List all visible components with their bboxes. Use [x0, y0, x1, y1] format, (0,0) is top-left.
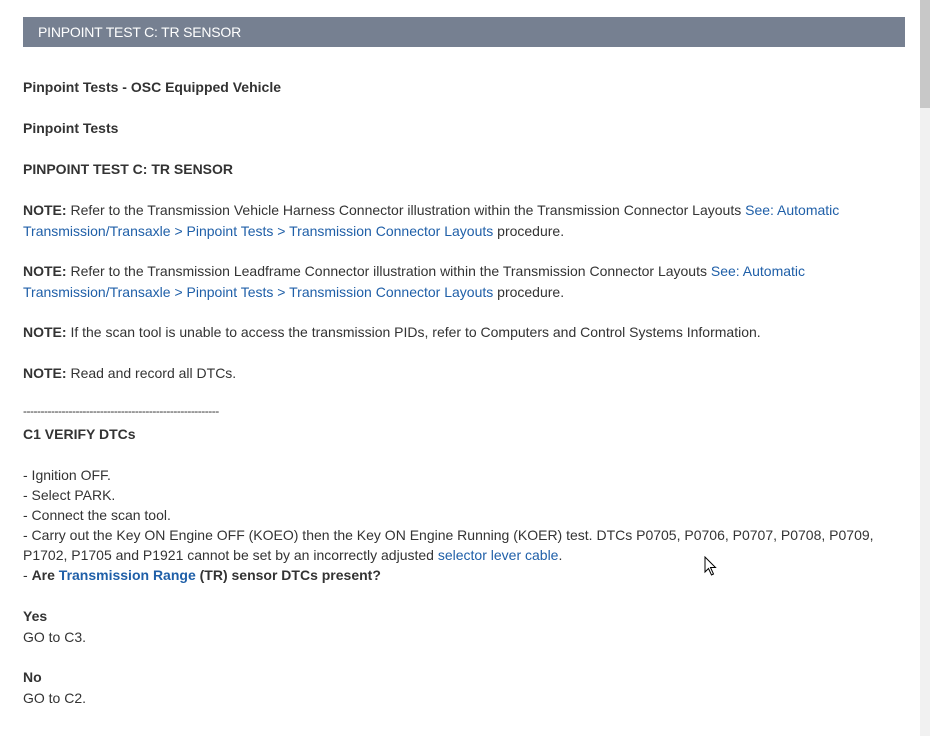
- step-item: - Ignition OFF.: [23, 467, 111, 483]
- note-text: Refer to the Transmission Vehicle Harness Connector illustration within the Transmission Connector Layouts: [66, 202, 746, 218]
- note-label: NOTE:: [23, 365, 67, 381]
- heading-pinpoint-test-c: PINPOINT TEST C: TR SENSOR: [23, 161, 234, 177]
- step-item: - Connect the scan tool.: [23, 507, 171, 523]
- step-question: [23, 565, 381, 585]
- note-after: procedure.: [493, 284, 565, 300]
- note-after: procedure.: [493, 223, 565, 239]
- divider: --------------------------------------------------------: [23, 404, 219, 418]
- page-title: PINPOINT TEST C: TR SENSOR: [38, 24, 242, 40]
- connector-layouts-link[interactable]: See: Automatic Transmission/Transaxle > Pinpoint Tests > Transmission Connector Layouts: [23, 202, 840, 239]
- note-leadframe-connector: [23, 261, 903, 303]
- step-item-text: - Carry out the Key ON Engine OFF (KOEO) then the Key ON Engine Running (KOER) test. DTCs P0705, P0706, P0707, P0708, P0709, P1702, P1705 and P1921 cannot be set by an incorrectly adjusted: [23, 527, 874, 563]
- step-item-after: .: [558, 547, 563, 563]
- heading-pinpoint-tests: Pinpoint Tests: [23, 120, 119, 136]
- note-harness-connector: [23, 200, 903, 242]
- note-record-dtcs: [23, 363, 236, 383]
- note-text: If the scan tool is unable to access the transmission PIDs, refer to Computers and Control Systems Information.: [66, 324, 761, 340]
- heading-osc: Pinpoint Tests - OSC Equipped Vehicle: [23, 79, 281, 95]
- scrollbar-thumb[interactable]: [920, 0, 930, 108]
- answer-yes-action: GO to C3.: [23, 629, 87, 645]
- note-scan-tool: [23, 322, 761, 342]
- step-title: C1 VERIFY DTCs: [23, 426, 136, 442]
- note-label: NOTE:: [23, 202, 67, 218]
- question-prefix: -: [23, 567, 32, 583]
- step-item-koeo: [23, 525, 903, 565]
- question-text: (TR) sensor DTCs present?: [195, 567, 381, 583]
- answer-no-label: No: [23, 669, 42, 685]
- note-label: NOTE:: [23, 263, 67, 279]
- connector-layouts-link[interactable]: See: Automatic Transmission/Transaxle > Pinpoint Tests > Transmission Connector Layouts: [23, 263, 806, 300]
- transmission-range-link[interactable]: Transmission Range: [58, 567, 196, 583]
- note-label: NOTE:: [23, 324, 67, 340]
- vertical-scrollbar[interactable]: [920, 0, 930, 736]
- note-text: Refer to the Transmission Leadframe Connector illustration within the Transmission Connector Layouts: [66, 263, 711, 279]
- step-item: - Select PARK.: [23, 487, 116, 503]
- page-title-bar: [23, 17, 905, 47]
- note-text: Read and record all DTCs.: [66, 365, 237, 381]
- answer-no-action: GO to C2.: [23, 690, 87, 706]
- mouse-cursor-icon: [704, 556, 718, 576]
- answer-yes-label: Yes: [23, 608, 48, 624]
- selector-lever-cable-link[interactable]: selector lever cable: [437, 547, 559, 563]
- question-text: Are: [31, 567, 59, 583]
